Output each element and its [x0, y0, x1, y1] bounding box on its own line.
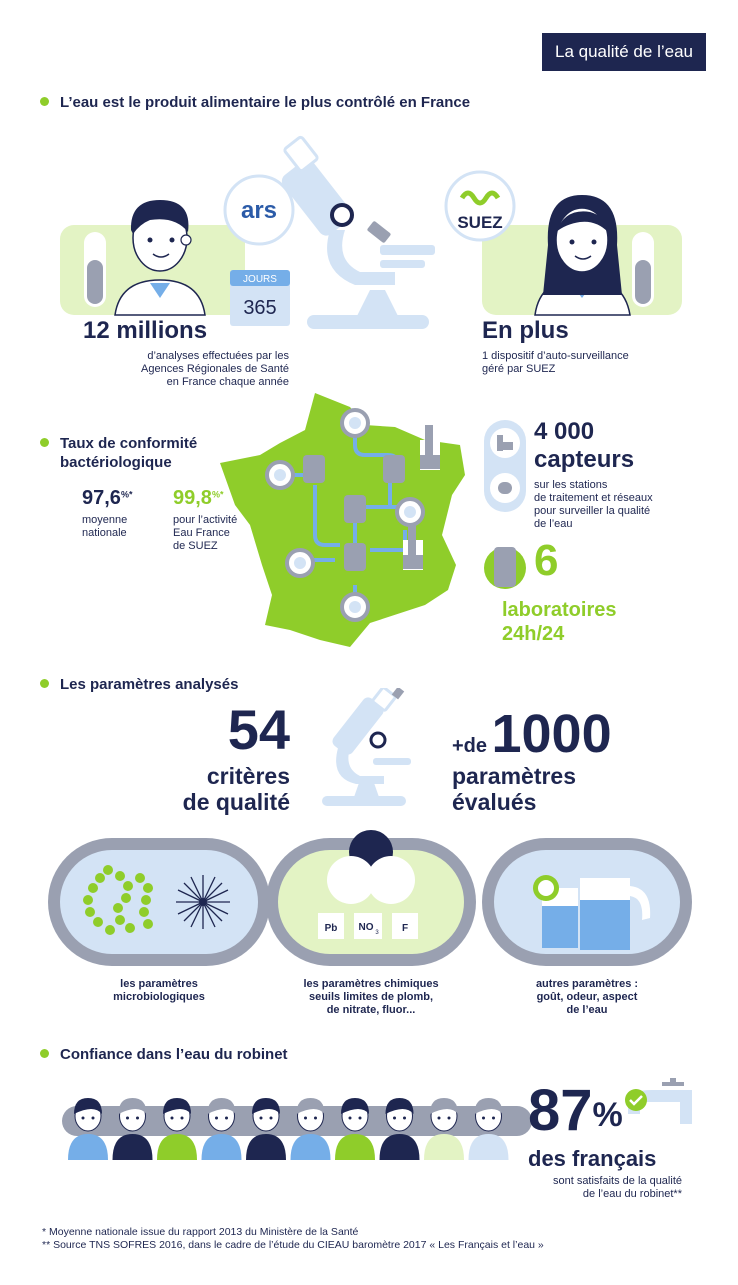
section-2-title-line1: Taux de conformité	[60, 435, 198, 452]
labs-label: laboratoires 24h/24	[502, 599, 617, 645]
lab-illustration	[0, 120, 738, 335]
people-row	[62, 1092, 532, 1160]
other-text: autres paramètres : goût, odeur, aspect de l’eau	[535, 978, 639, 1016]
nitrate-symbol: NO	[358, 922, 374, 933]
page-title: La qualité de l’eau	[542, 33, 706, 71]
percent-text: sont satisfaits de la qualité de l’eau du robinet**	[552, 1175, 682, 1200]
section-2-heading	[40, 434, 197, 472]
section-1-heading	[40, 94, 470, 111]
check-icon	[625, 1089, 647, 1111]
other-capsule	[482, 838, 692, 966]
percent-satisfied	[528, 1080, 623, 1142]
fluor-symbol: F	[401, 923, 409, 934]
params-value: 1000	[491, 704, 612, 764]
section-2-title-line2: bactériologique	[60, 454, 172, 471]
suez-logo: SUEZ	[457, 213, 503, 232]
section-1-title: L’eau est le produit alimentaire le plus contrôlé en France	[60, 94, 471, 111]
section-4-title: Confiance dans l’eau du robinet	[60, 1046, 288, 1063]
national-rate-value: 97,6	[82, 487, 121, 509]
chem-capsule	[266, 830, 476, 966]
capteurs-label: capteurs	[534, 446, 635, 473]
percent-value: 87	[528, 1078, 593, 1143]
footnotes	[42, 1226, 544, 1252]
analyses-text: d’analyses effectuées par les Agences Régionales de Santé en France chaque année	[141, 350, 289, 388]
nitrate-subscript: 3	[375, 930, 379, 936]
percent-label: des français	[528, 1146, 657, 1171]
national-rate-label: moyenne nationale	[82, 514, 128, 539]
suez-rate-label: pour l’activité Eau France de SUEZ	[173, 514, 238, 552]
micro-capsule	[48, 838, 270, 966]
suez-rate: 99,8%*	[173, 487, 224, 509]
capteurs-heading	[534, 418, 634, 474]
params-prefix: +de	[452, 735, 488, 757]
chem-text: les paramètres chimiques seuils limites de plomb, de nitrate, fluor...	[303, 978, 439, 1016]
criteria-value: 54	[227, 698, 290, 761]
bullet-icon	[40, 97, 49, 106]
calendar-value: 365	[243, 297, 277, 319]
percent-sign: %	[592, 1096, 623, 1134]
national-rate: 97,6%*	[82, 487, 133, 509]
lead-symbol: Pb	[324, 923, 338, 934]
bullet-icon	[40, 438, 49, 447]
footnote-1: * Moyenne nationale issue du rapport 2013 du Ministère de la Santé	[42, 1226, 359, 1238]
bullet-icon	[40, 679, 49, 688]
microscope-icon	[279, 136, 435, 329]
section-3-title: Les paramètres analysés	[60, 676, 239, 693]
calendar-icon	[230, 270, 290, 326]
woman-scientist-icon	[535, 195, 630, 315]
france-map	[220, 385, 480, 655]
en-plus-heading: En plus	[482, 317, 569, 344]
laboratory-icon	[484, 547, 526, 589]
ars-logo: ars	[240, 197, 278, 224]
params-label: paramètres évalués	[452, 763, 577, 815]
tap-icon	[622, 1074, 698, 1132]
suez-rate-value: 99,8	[173, 487, 212, 509]
calendar-label: JOURS	[243, 274, 277, 285]
criteria-label: critères de qualité	[182, 763, 290, 815]
capteur-pill-icon	[484, 420, 526, 512]
section-3-heading	[40, 676, 238, 693]
en-plus-text: 1 dispositif d’auto-surveillance géré par SUEZ	[482, 350, 629, 375]
capteurs-text: sur les stations de traitement et réseaux pour surveiller la qualité de l’eau	[534, 479, 653, 530]
params-count	[452, 704, 612, 764]
footnote-2: ** Source TNS SOFRES 2016, dans le cadre de l’étude du CIEAU baromètre 2017 « Les Français et l’eau »	[42, 1239, 544, 1251]
section-4-heading	[40, 1046, 288, 1063]
microscope-small-icon	[318, 688, 426, 810]
capteurs-value: 4 000	[534, 418, 595, 445]
labs-value: 6	[534, 536, 559, 585]
analyses-count: 12 millions	[83, 317, 208, 344]
bullet-icon	[40, 1049, 49, 1058]
micro-text: les paramètres microbiologiques	[113, 978, 205, 1003]
